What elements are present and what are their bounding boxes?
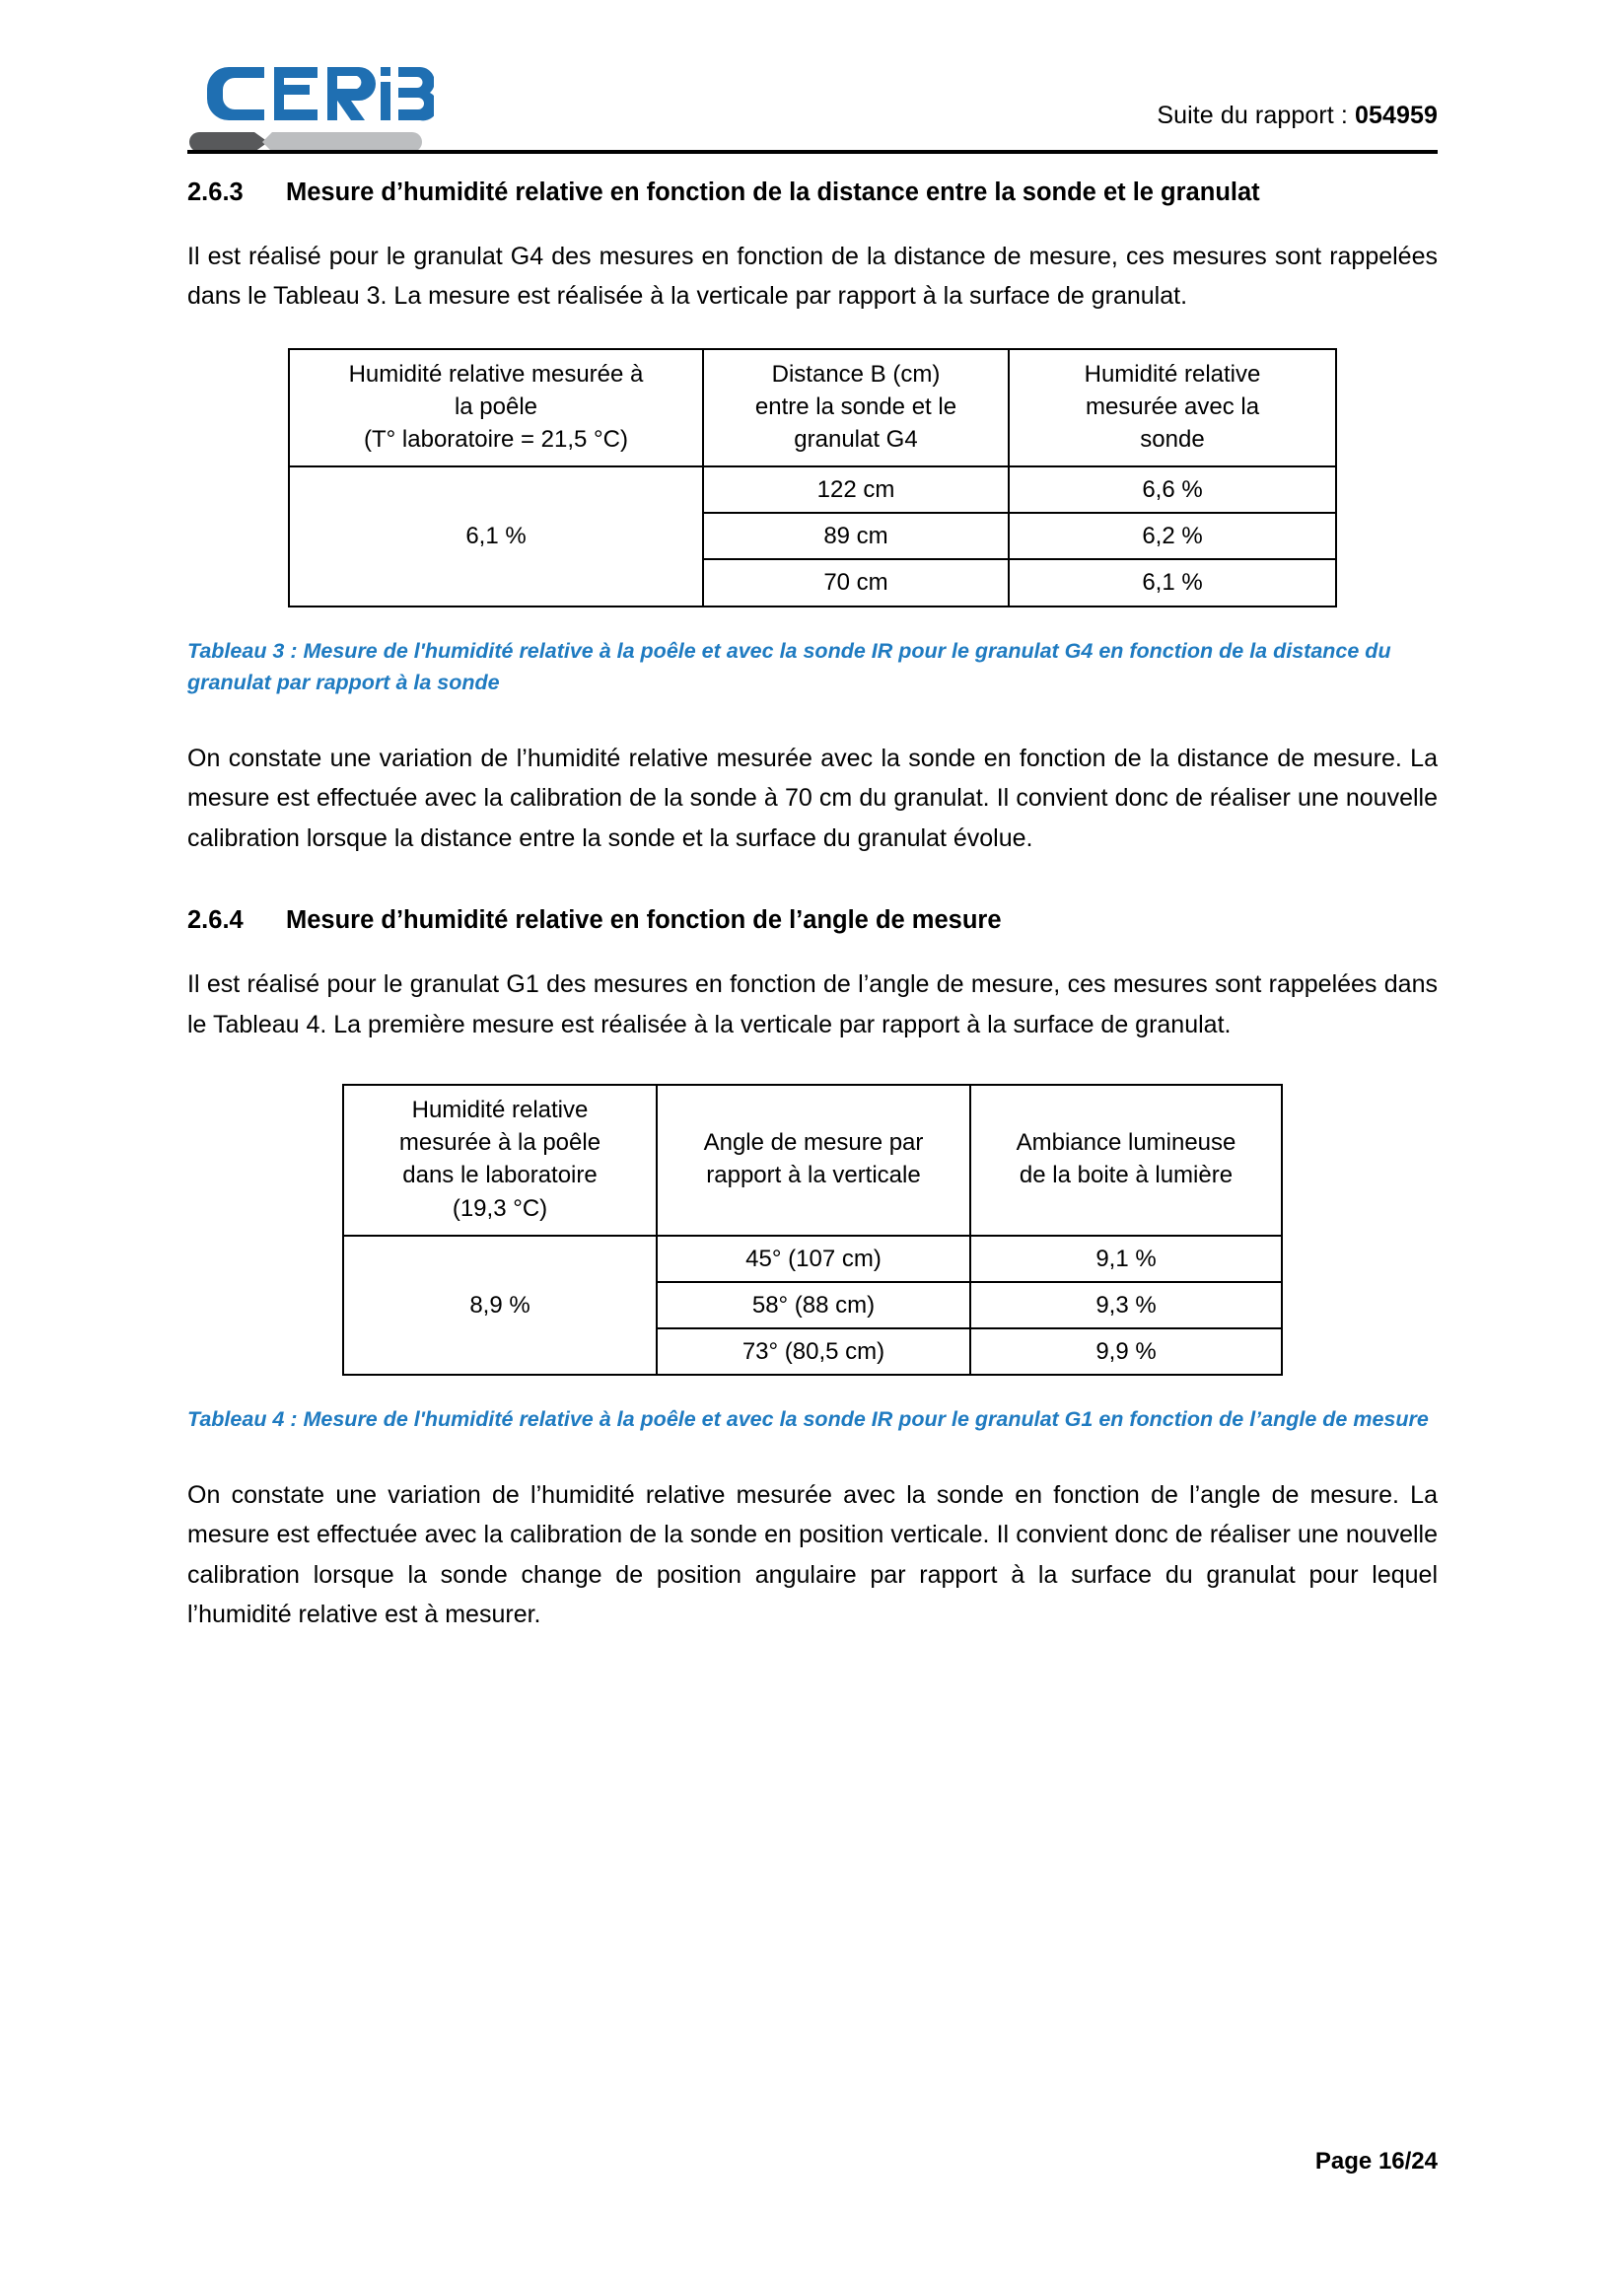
table-4	[342, 1084, 1283, 1376]
t4-h2-l1: Angle de mesure par	[703, 1129, 924, 1157]
t4-angle-2: 58° (88 cm)	[657, 1282, 970, 1328]
t3-h1-l1: Humidité relative mesurée à	[348, 360, 644, 388]
report-reference	[1157, 102, 1438, 152]
cerib-logo-icon	[187, 53, 434, 152]
heading-number: 2.6.3	[187, 178, 244, 206]
table-row	[343, 1236, 1282, 1282]
t4-h1-l1: Humidité relative	[411, 1097, 589, 1124]
heading-2-6-4	[187, 905, 1438, 937]
table-4-wrapper	[187, 1084, 1438, 1376]
logo-grey-bars	[189, 132, 422, 152]
table-3-wrapper	[187, 348, 1438, 607]
t3-h2-l1: Distance B (cm)	[771, 360, 941, 388]
t3-h1-l3: (T° laboratoire = 21,5 °C)	[364, 426, 628, 454]
t3-h1-l2: la poêle	[454, 393, 538, 420]
heading-number: 2.6.4	[187, 906, 244, 935]
t3-h3-l2: mesurée avec la	[1085, 393, 1260, 420]
t3-header-col2	[703, 349, 1009, 466]
t3-header-col3	[1009, 349, 1336, 466]
paragraph-conclusion-263: On constate une variation de l’humidité relative mesurée avec la sonde en fonction de la distance de mesure. La mesure est effectuée avec la calibration de la sonde à 70 cm du granulat. Il convient donc de réaliser une nouvelle calibration lorsque la distance entre la sonde et la surface du granulat évolue.	[187, 744, 1438, 852]
t3-humidity-1: 6,6 %	[1009, 466, 1336, 513]
heading-2-6-3	[187, 178, 1438, 209]
t3-humidity-3: 6,1 %	[1009, 559, 1336, 606]
page-content	[187, 178, 1438, 1635]
t3-merged-humidity: 6,1 %	[289, 466, 703, 606]
table-row-header	[289, 349, 1336, 466]
heading-text: Mesure d’humidité relative en fonction de l’angle de mesure	[286, 906, 1002, 935]
caption-table-3: Tableau 3 : Mesure de l'humidité relative à la poêle et avec la sonde IR pour le granulat G4 en fonction de la distance du granulat par rapport à la sonde	[187, 638, 1391, 695]
header-divider	[187, 150, 1438, 154]
t4-h1-l3: dans le laboratoire	[402, 1162, 598, 1189]
t3-h2-l3: granulat G4	[794, 426, 918, 454]
t4-header-col1	[343, 1085, 657, 1235]
t4-h1-l4: (19,3 °C)	[452, 1194, 548, 1222]
t4-header-col2	[657, 1085, 970, 1235]
page-number: Page 16/24	[1314, 2148, 1438, 2175]
report-label: Suite du rapport :	[1157, 102, 1348, 129]
t4-h1-l2: mesurée à la poêle	[398, 1129, 601, 1157]
t4-angle-3: 73° (80,5 cm)	[657, 1328, 970, 1375]
t4-angle-1: 45° (107 cm)	[657, 1236, 970, 1282]
heading-text: Mesure d’humidité relative en fonction de la distance entre la sonde et le granulat	[286, 178, 1260, 206]
page-header	[187, 45, 1438, 152]
t4-header-col3	[970, 1085, 1282, 1235]
t4-ambiance-3: 9,9 %	[970, 1328, 1282, 1375]
t3-humidity-2: 6,2 %	[1009, 513, 1336, 559]
t3-distance-2: 89 cm	[703, 513, 1009, 559]
t3-header-col1	[289, 349, 703, 466]
t4-ambiance-1: 9,1 %	[970, 1236, 1282, 1282]
t4-merged-humidity: 8,9 %	[343, 1236, 657, 1375]
table-row-header	[343, 1085, 1282, 1235]
t3-h3-l3: sonde	[1140, 426, 1205, 454]
paragraph-intro-264: Il est réalisé pour le granulat G1 des mesures en fonction de l’angle de mesure, ces mesures sont rappelées dans le Tableau 4. La première mesure est réalisée à la verticale par rapport à la surface de granulat.	[187, 970, 1438, 1038]
report-number: 054959	[1354, 102, 1438, 129]
t4-h3-l2: de la boite à lumière	[1019, 1162, 1234, 1189]
paragraph-conclusion-264: On constate une variation de l’humidité relative mesurée avec la sonde en fonction de l’angle de mesure. La mesure est effectuée avec la calibration de la sonde en position verticale. Il convient donc de réaliser une nouvelle calibration lorsque la sonde change de position angulaire par rapport à la surface du granulat pour lequel l’humidité relative est à mesurer.	[187, 1480, 1438, 1629]
t4-ambiance-2: 9,3 %	[970, 1282, 1282, 1328]
t4-h3-l1: Ambiance lumineuse	[1016, 1129, 1236, 1157]
t3-h2-l2: entre la sonde et le	[754, 393, 957, 420]
caption-table-4: Tableau 4 : Mesure de l'humidité relative à la poêle et avec la sonde IR pour le granulat G1 en fonction de l’angle de mesure	[187, 1407, 1429, 1432]
t3-distance-1: 122 cm	[703, 466, 1009, 513]
t3-h3-l1: Humidité relative	[1084, 360, 1261, 388]
t4-h2-l2: rapport à la verticale	[706, 1162, 921, 1189]
t3-distance-3: 70 cm	[703, 559, 1009, 606]
table-3	[288, 348, 1337, 607]
page-footer	[187, 2148, 1438, 2176]
paragraph-intro-263: Il est réalisé pour le granulat G4 des mesures en fonction de la distance de mesure, ces mesures sont rappelées dans le Tableau 3. La mesure est réalisée à la verticale par rapport à la surface de granulat.	[187, 242, 1438, 311]
table-row	[289, 466, 1336, 513]
cerib-logo	[187, 53, 434, 152]
